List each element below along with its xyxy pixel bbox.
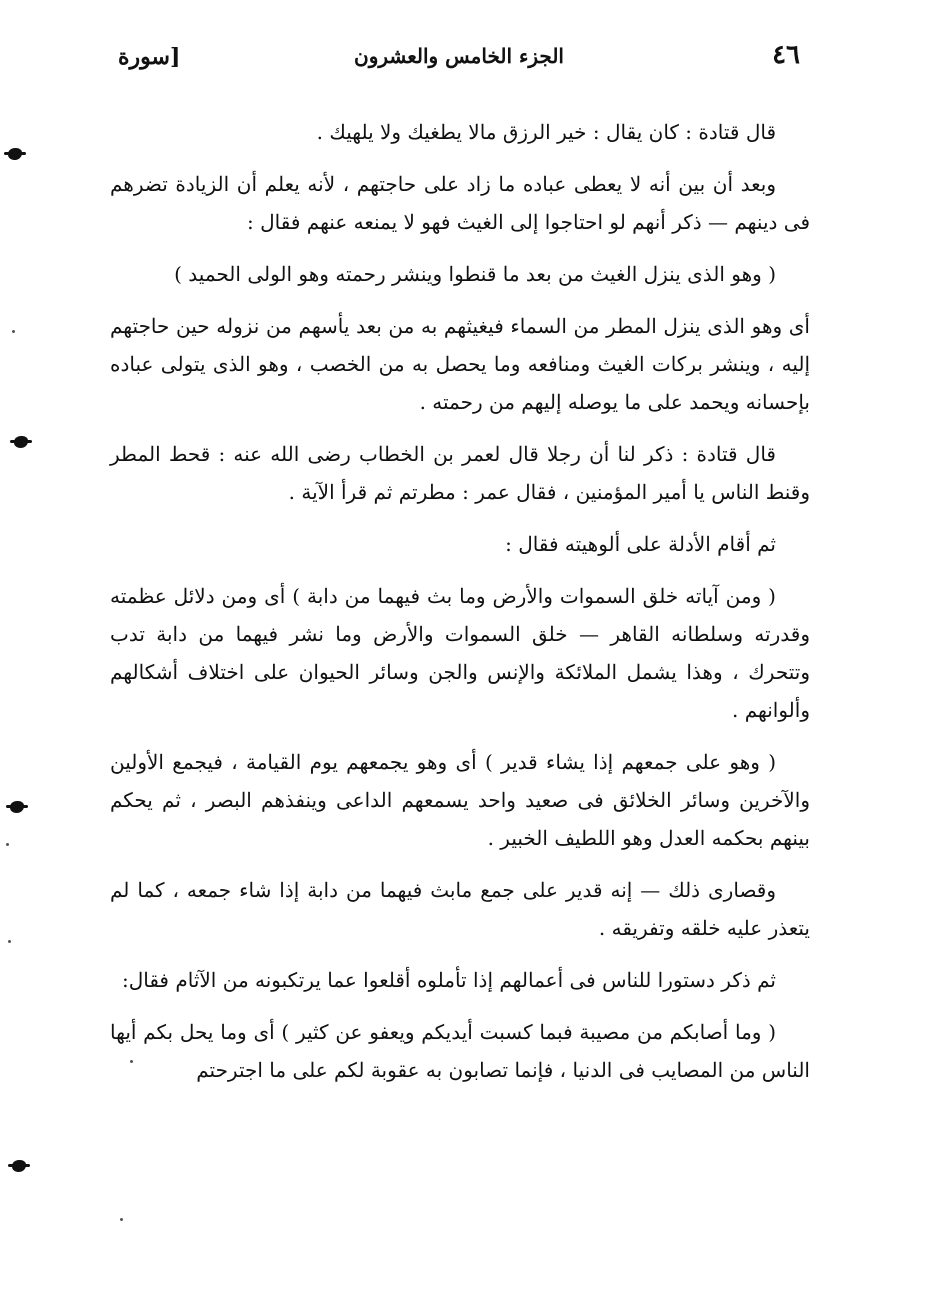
ink-blot (8, 148, 22, 160)
page-body (110, 113, 810, 1103)
ink-blot (10, 801, 24, 813)
part-title: الجزء الخامس والعشرون (354, 44, 564, 68)
paragraph-intro: وبعد أن بين أنه لا يعطى عباده ما زاد على حاجتهم ، لأنه يعلم أن الزيادة تضرهم فى دينهم — ذكر أنهم لو احتاجوا إلى الغيث فهو لا يمنعه عنهم فقال : (110, 172, 810, 234)
paper-speck (120, 1218, 123, 1221)
page-header (118, 38, 800, 78)
paper-speck (130, 1060, 133, 1063)
paragraph-qatada-saying: قال قتادة : كان يقال : خير الرزق مالا يطغيك ولا يلهيك . (316, 120, 776, 144)
ink-blot (14, 436, 28, 448)
paragraph-verse-affliction: ( وما أصابكم من مصيبة فبما كسبت أيديكم ويعفو عن كثير ) أى وما يحل بكم أيها الناس من المصايب فى الدنيا ، فإنما تصابون به عقوبة لكم على ما اجترحتم (110, 1020, 810, 1082)
ink-blot (12, 1160, 26, 1172)
paragraph-guidance-intro: ثم ذكر دستورا للناس فى أعمالهم إذا تأملوه أقلعوا عما يرتكبونه من الآثام فقال: (121, 968, 776, 992)
surah-label: [سورة (118, 44, 181, 70)
paragraph-rain-explanation: أى وهو الذى ينزل المطر من السماء فيغيثهم به من بعد يأسهم من نزوله حين حاجتهم إليه ، وينشر بركات الغيث ومنافعه وما يحصل به من الخصب ، وهو الذى يتولى عباده بإحسانه ويحمد على ما يوصله إليهم من رحمته . (110, 314, 810, 414)
paper-speck (6, 843, 9, 846)
paragraph-summary: وقصارى ذلك — إنه قدير على جمع مابث فيهما من دابة إذا شاء جمعه ، كما لم يتعذر عليه خلقه وتفريقه . (110, 878, 810, 940)
paragraph-verse-gathering: ( وهو على جمعهم إذا يشاء قدير ) أى وهو يجمعهم يوم القيامة ، فيجمع الأولين والآخرين وسائر الخلائق فى صعيد واحد يسمعهم الداعى وينفذهم البصر ، ثم يحكم بينهم بحكمه العدل وهو اللطيف الخبير . (110, 750, 810, 850)
paragraph-verse-creation: ( ومن آياته خلق السموات والأرض وما بث فيهما من دابة ) أى ومن دلائل عظمته وقدرته وسلطانه القاهر — خلق السموات والأرض وما نشر فيهما من دابة تدب وتتحرك ، وهذا يشمل الملائكة والإنس والجن وسائر الحيوان على اختلاف أشكالهم وألوانهم . (110, 584, 810, 722)
paragraph-evidence-intro: ثم أقام الأدلة على ألوهيته فقال : (505, 532, 776, 556)
paper-speck (8, 940, 11, 943)
paper-speck (12, 330, 15, 333)
paragraph-verse-rain: ( وهو الذى ينزل الغيث من بعد ما قنطوا وينشر رحمته وهو الولى الحميد ) (174, 262, 776, 286)
page-number: ٤٦ (772, 40, 800, 70)
paragraph-qatada-umar: قال قتادة : ذكر لنا أن رجلا قال لعمر بن الخطاب رضى الله عنه : قحط المطر وقنط الناس يا أمير المؤمنين ، فقال عمر : مطرتم ثم قرأ الآية . (110, 442, 810, 504)
